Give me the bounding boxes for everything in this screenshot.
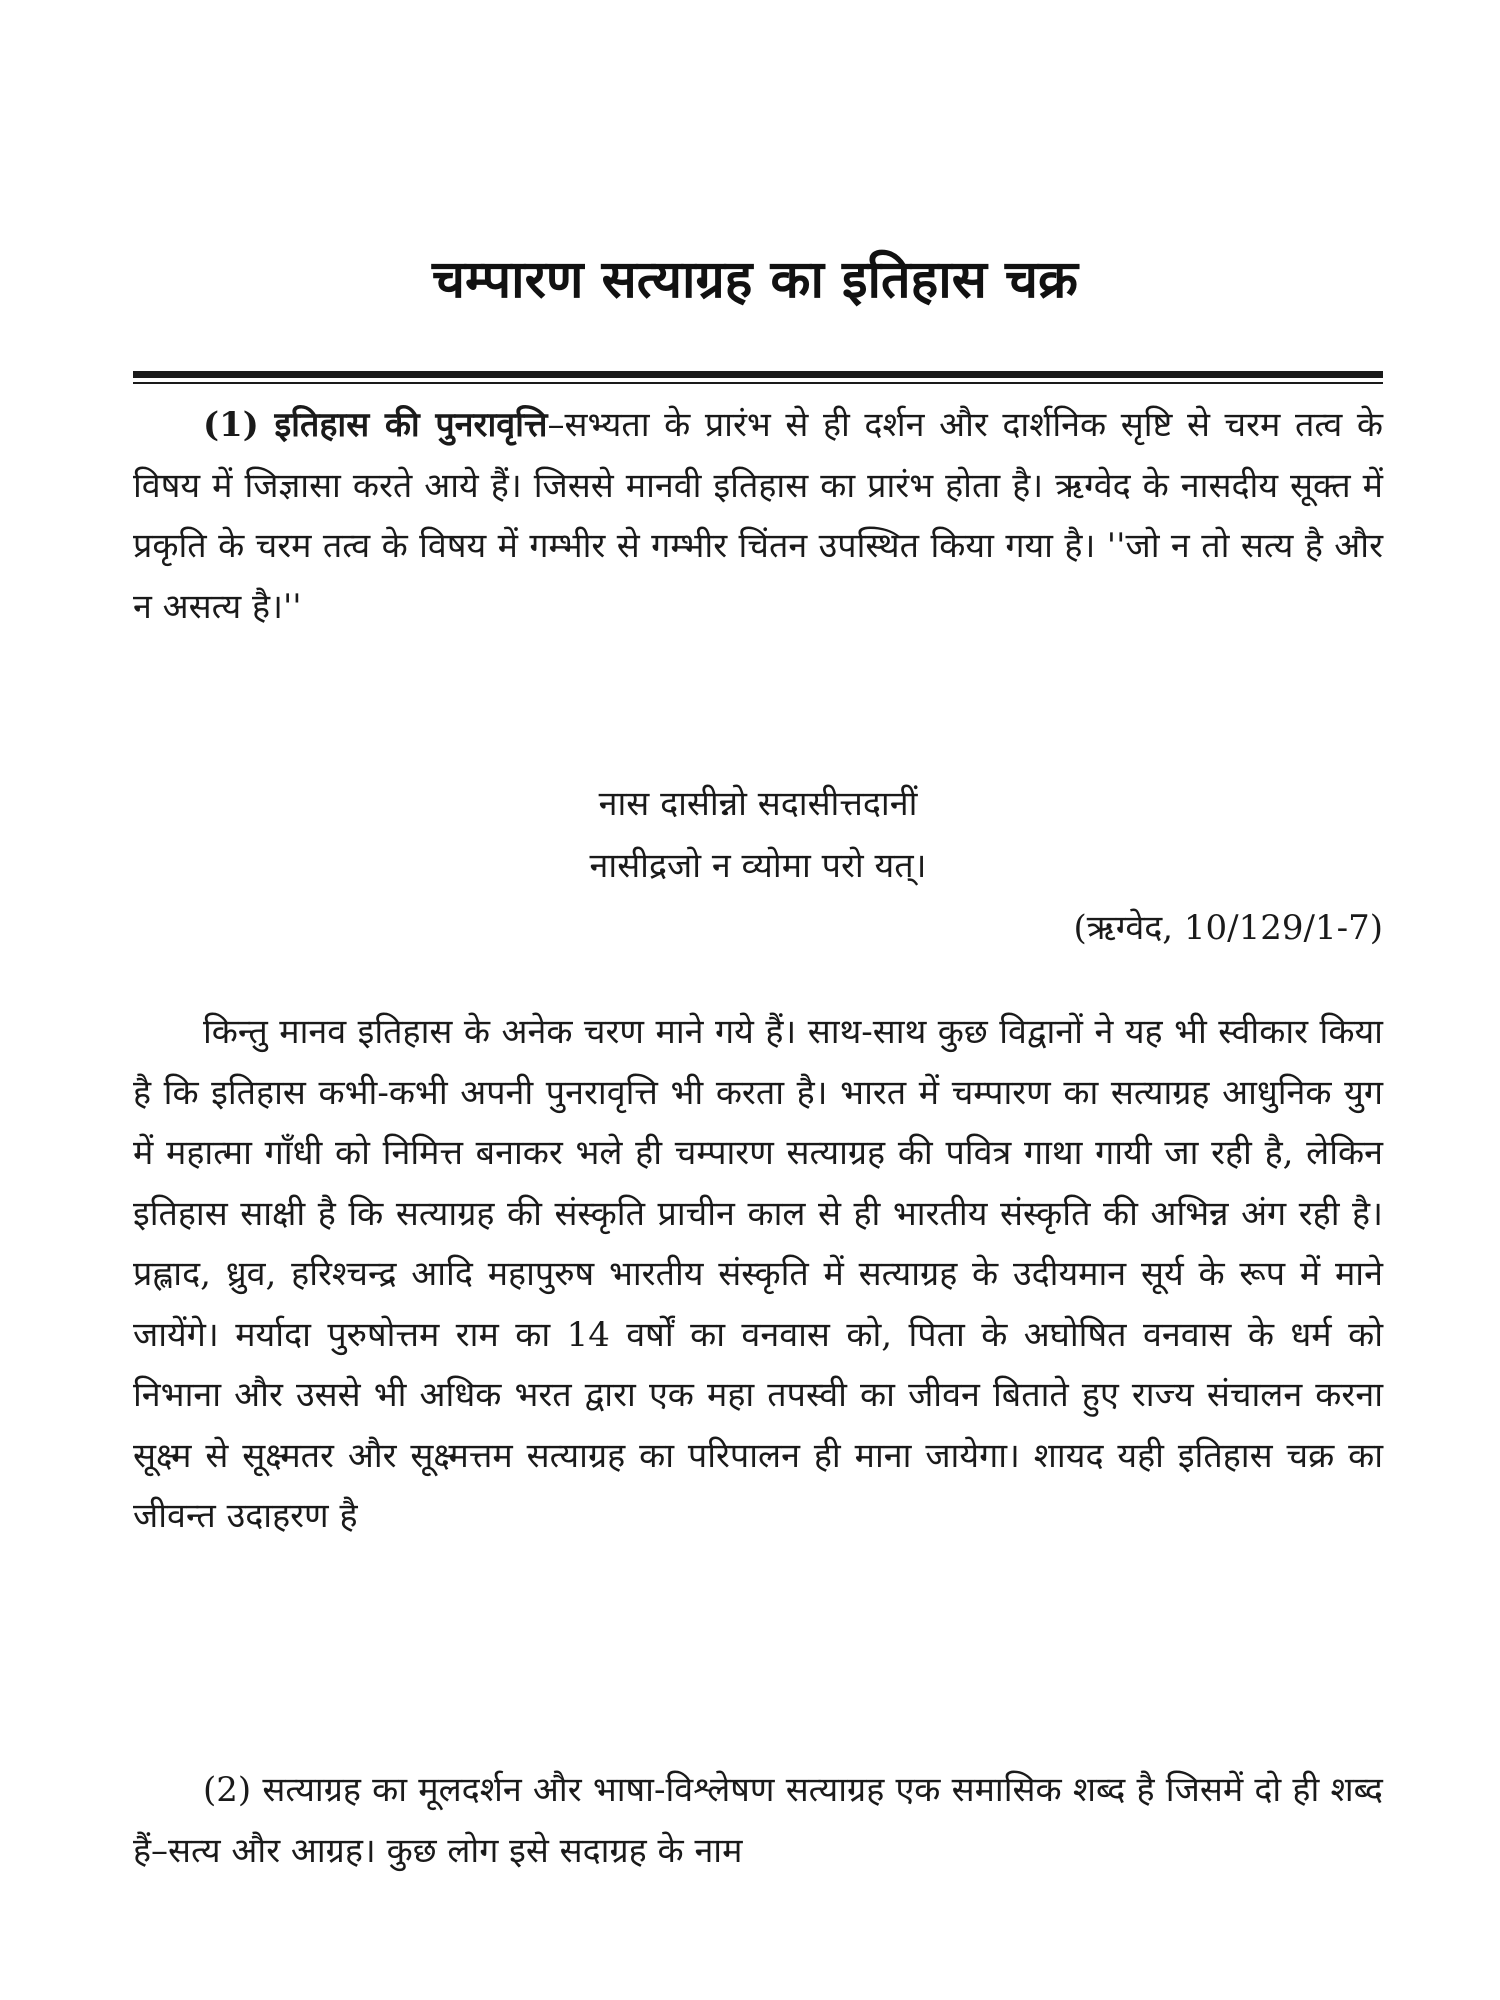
section-1-heading: (1) इतिहास की पुनरावृत्ति	[203, 405, 548, 445]
title-rule-thin	[133, 382, 1383, 384]
verse-line-2: नासीद्रजो न व्योमा परो यत्।	[589, 846, 927, 886]
verse-line-1: नास दासीन्नो सदासीत्तदानीं	[598, 784, 918, 824]
rigveda-verse	[133, 773, 1383, 959]
section-1-paragraph	[133, 395, 1383, 637]
title-rule-thick	[133, 371, 1383, 378]
verse-source: (ऋग्वेद, 10/129/1-7)	[1073, 908, 1383, 948]
section-1-text: –सभ्यता के प्रारंभ से ही दर्शन और दार्शनिक सृष्टि से चरम तत्व के विषय में जिज्ञासा करते आये हैं। जिससे मानवी इतिहास का प्रारंभ होता है। ऋग्वेद के नासदीय सूक्त में प्रकृति के चरम तत्व के विषय में गम्भीर से गम्भीर चिंतन उपस्थित किया गया है। ''जो न तो सत्य है और न असत्य है।''	[133, 405, 1383, 627]
page-title: चम्पारण सत्याग्रह का इतिहास चक्र	[432, 250, 1078, 310]
paragraph-2: किन्तु मानव इतिहास के अनेक चरण माने गये हैं। साथ-साथ कुछ विद्वानों ने यह भी स्वीकार किया है कि इतिहास कभी-कभी अपनी पुनरावृत्ति भी करता है। भारत में चम्पारण का सत्याग्रह आधुनिक युग में महात्मा गाँधी को निमित्त बनाकर भले ही चम्पारण सत्याग्रह की पवित्र गाथा गायी जा रही है, लेकिन इतिहास साक्षी है कि सत्याग्रह की संस्कृति प्राचीन काल से ही भारतीय संस्कृति की अभिन्न अंग रही है। प्रह्लाद, ध्रुव, हरिश्चन्द्र आदि महापुरुष भारतीय संस्कृति में सत्याग्रह के उदीयमान सूर्य के रूप में माने जायेंगे। मर्यादा पुरुषोत्तम राम का 14 वर्षों का वनवास को, पिता के अघोषित वनवास के धर्म को निभाना और उससे भी अधिक भरत द्वारा एक महा तपस्वी का जीवन बिताते हुए राज्य संचालन करना सूक्ष्म से सूक्ष्मतर और सूक्ष्मत्तम सत्याग्रह का परिपालन ही माना जायेगा। शायद यही इतिहास चक्र का जीवन्त उदाहरण है	[133, 1012, 1383, 1536]
section-2-paragraph: (2) सत्याग्रह का मूलदर्शन और भाषा-विश्लेषण सत्याग्रह एक समासिक शब्द है जिसमें दो ही शब्द हैं–सत्य और आग्रह। कुछ लोग इसे सदाग्रह के नाम	[133, 1770, 1383, 1871]
